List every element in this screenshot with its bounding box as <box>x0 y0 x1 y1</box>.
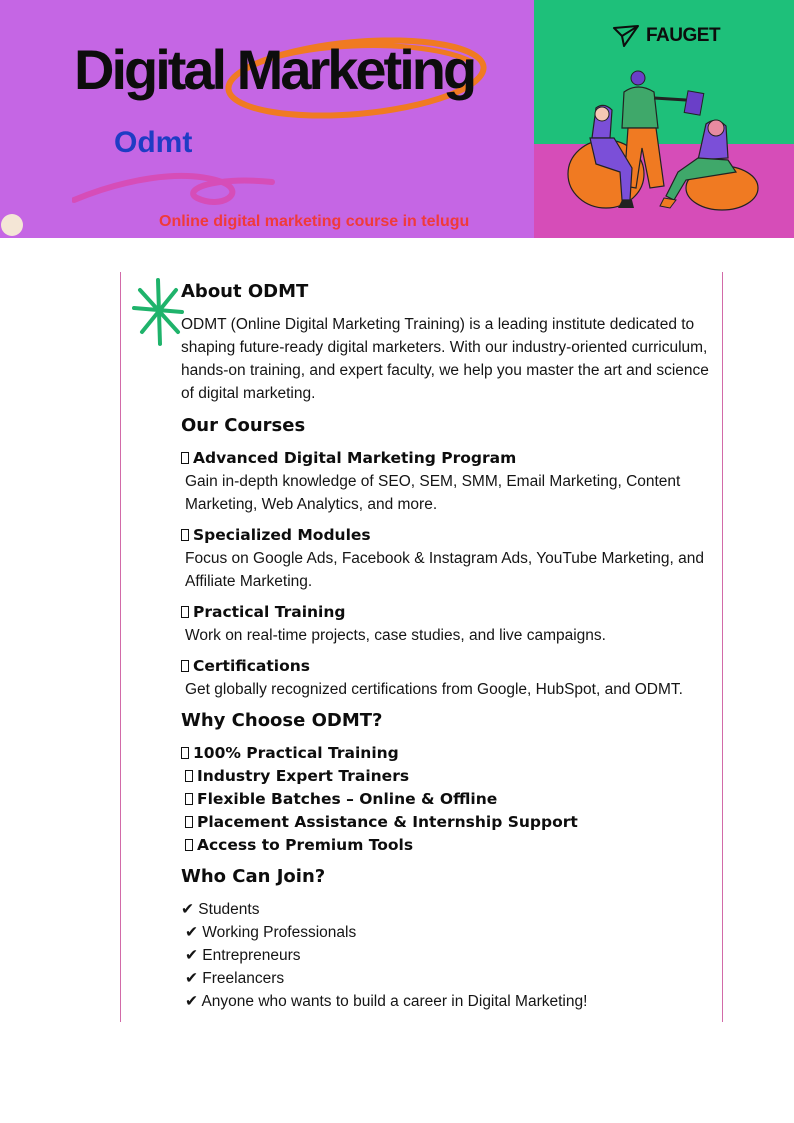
missing-glyph-icon <box>181 606 189 618</box>
missing-glyph-icon <box>181 452 189 464</box>
page-title: Digital Marketing <box>74 38 475 101</box>
list-item: Flexible Batches – Online & Offline <box>181 788 721 811</box>
missing-glyph-icon <box>181 660 189 672</box>
course-desc: Get globally recognized certifications from Google, HubSpot, and ODMT. <box>185 681 683 698</box>
list-item: 100% Practical Training <box>181 742 721 765</box>
frame-right-border <box>722 272 723 1022</box>
list-item: ✔ Students <box>181 901 260 918</box>
paper-plane-icon <box>612 24 640 48</box>
frame-left-border <box>120 272 121 1022</box>
courses-heading: Our Courses <box>181 415 306 436</box>
course-item <box>181 601 721 647</box>
course-desc: Focus on Google Ads, Facebook & Instagram Ads, YouTube Marketing, and Affiliate Marketing. <box>185 550 704 590</box>
missing-glyph-icon <box>185 816 193 828</box>
list-item: ✔ Freelancers <box>185 970 285 987</box>
main-content <box>181 280 721 1013</box>
missing-glyph-icon <box>181 747 189 759</box>
course-item <box>181 447 721 516</box>
course-title: Practical Training <box>193 603 346 621</box>
why-heading: Why Choose ODMT? <box>181 710 383 731</box>
subtitle: Online digital marketing course in telugu <box>159 213 470 230</box>
people-illustration <box>566 68 762 218</box>
missing-glyph-icon <box>185 839 193 851</box>
course-title: Advanced Digital Marketing Program <box>193 449 517 467</box>
list-item: Placement Assistance & Internship Support <box>181 811 721 834</box>
list-item: ✔ Entrepreneurs <box>185 947 301 964</box>
missing-glyph-icon <box>181 529 189 541</box>
fauget-logo <box>612 24 720 48</box>
pink-swoosh-icon <box>72 166 276 212</box>
course-title: Certifications <box>193 657 311 675</box>
who-heading: Who Can Join? <box>181 866 326 887</box>
course-item <box>181 655 721 701</box>
header-banner <box>0 0 794 238</box>
course-desc: Gain in-depth knowledge of SEO, SEM, SMM, Email Marketing, Content Marketing, Web Analytics, and more. <box>185 473 681 513</box>
who-list <box>181 898 721 1013</box>
list-item: Industry Expert Trainers <box>181 765 721 788</box>
course-item <box>181 524 721 593</box>
list-item: Access to Premium Tools <box>181 834 721 857</box>
course-desc: Work on real-time projects, case studies, and live campaigns. <box>185 627 606 644</box>
about-heading: About ODMT <box>181 281 309 302</box>
why-list <box>181 742 721 857</box>
missing-glyph-icon <box>185 770 193 782</box>
brand-name: Odmt <box>114 126 193 159</box>
logo-text: FAUGET <box>646 25 721 46</box>
list-item: ✔ Working Professionals <box>185 924 357 941</box>
decorative-dot <box>1 214 23 236</box>
about-text: ODMT (Online Digital Marketing Training) is a leading institute dedicated to shaping future-ready digital marketers. With our industry-oriented curriculum, hands-on training, and expert faculty, we help you master the art and science of digital marketing. <box>181 316 709 402</box>
list-item: ✔ Anyone who wants to build a career in Digital Marketing! <box>185 993 588 1010</box>
green-sparkle-icon <box>132 278 184 346</box>
course-title: Specialized Modules <box>193 526 371 544</box>
missing-glyph-icon <box>185 793 193 805</box>
